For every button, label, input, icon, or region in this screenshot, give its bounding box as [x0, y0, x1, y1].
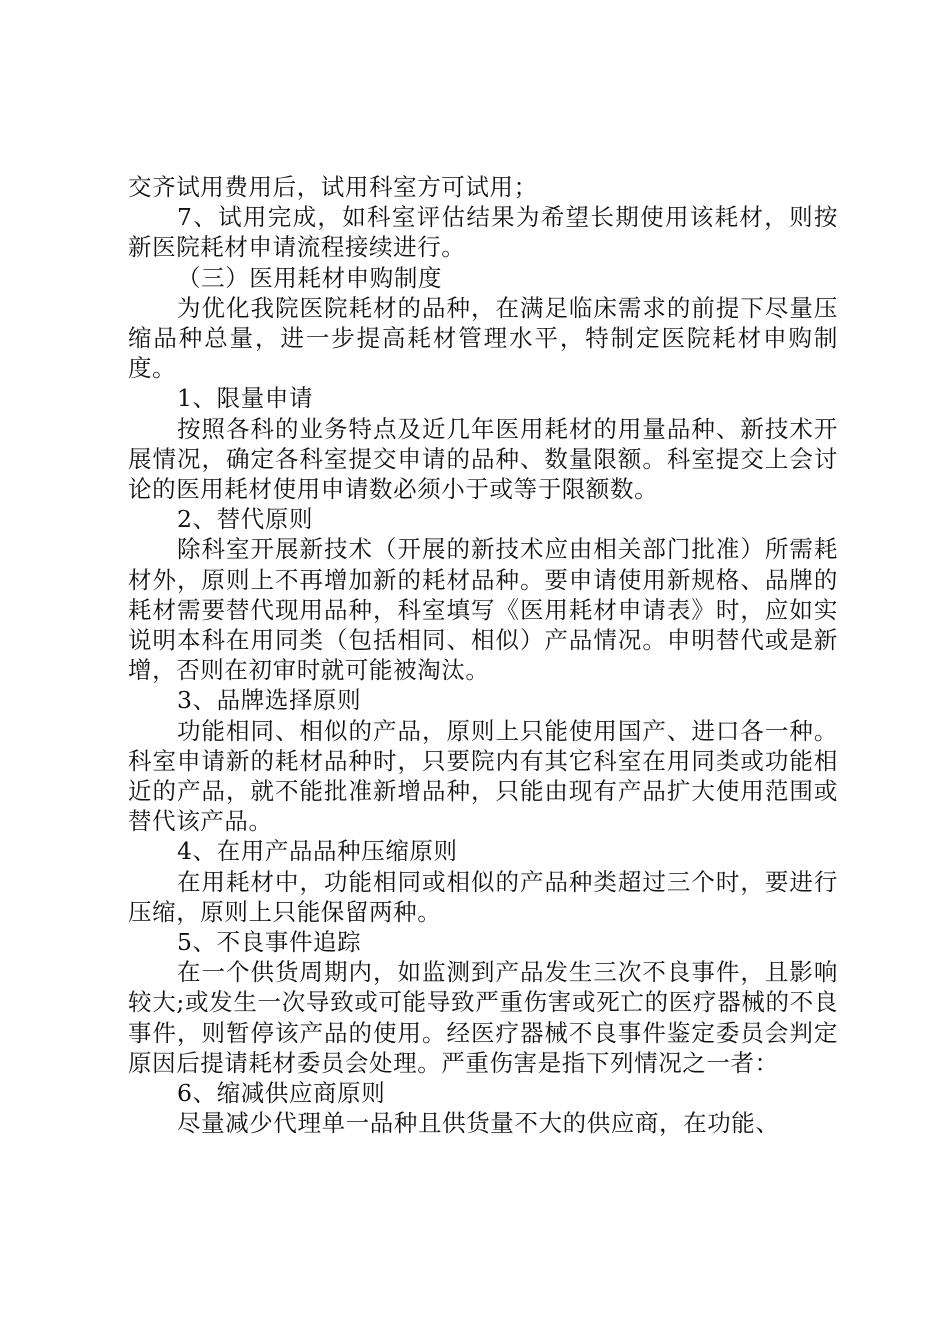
item-heading-supplier: 6、缩减供应商原则 [177, 1079, 386, 1108]
paragraph-supplier: 尽量减少代理单一品种且供货量不大的供应商，在功能、 [177, 1109, 780, 1138]
paragraph-adverse-events: 在一个供货周期内，如监测到产品发生三次不良事件，且影响较大;或发生一次导致或可能导致严重伤害或死亡的医疗器械的不良事件，则暂停该产品的使用。经医疗器械不良事件鉴定委员会判定原因后提请耗材委员会处理。严重伤害是指下列情况之一者： [128, 958, 838, 1077]
item-heading-compression: 4、在用产品品种压缩原则 [177, 837, 458, 866]
paragraph-trial-fee: 交齐试用费用后，试用科室方可试用； [128, 173, 538, 201]
paragraph-brand: 功能相同、相似的产品，原则上只能使用国产、进口各一种。科室申请新的耗材品种时，只要院内有其它科室在用同类或功能相近的产品，就不能批准新增品种，只能由现有产品扩大使用范围或替代该产品。 [128, 716, 838, 836]
paragraph-trial-complete: 7、试用完成，如科室评估结果为希望长期使用该耗材，则按新医院耗材申请流程接续进行。 [128, 203, 838, 262]
item-heading-substitution: 2、替代原则 [177, 505, 314, 534]
section-heading-purchase-system: （三）医用耗材申购制度 [177, 263, 443, 292]
paragraph-compression: 在用耗材中，功能相同或相似的产品种类超过三个时，要进行压缩，原则上只能保留两种。 [128, 867, 838, 926]
document-body [128, 172, 838, 1139]
paragraph-purchase-intro: 为优化我院医院耗材的品种，在满足临床需求的前提下尽量压缩品种总量，进一步提高耗材管理水平，特制定医院耗材申购制度。 [128, 293, 838, 383]
item-heading-limit: 1、限量申请 [177, 384, 314, 413]
item-heading-adverse-events: 5、不良事件追踪 [177, 928, 362, 957]
paragraph-substitution: 除科室开展新技术（开展的新技术应由相关部门批准）所需耗材外，原则上不再增加新的耗材品种。要申请使用新规格、品牌的耗材需要替代现用品种，科室填写《医用耗材申请表》时，应如实说明本科在用同类（包括相同、相似）产品情况。申明替代或是新增，否则在初审时就可能被淘汰。 [128, 535, 838, 685]
paragraph-limit: 按照各科的业务特点及近几年医用耗材的用量品种、新技术开展情况，确定各科室提交申请的品种、数量限额。科室提交上会讨论的医用耗材使用申请数必须小于或等于限额数。 [128, 414, 838, 504]
item-heading-brand: 3、品牌选择原则 [177, 686, 362, 715]
